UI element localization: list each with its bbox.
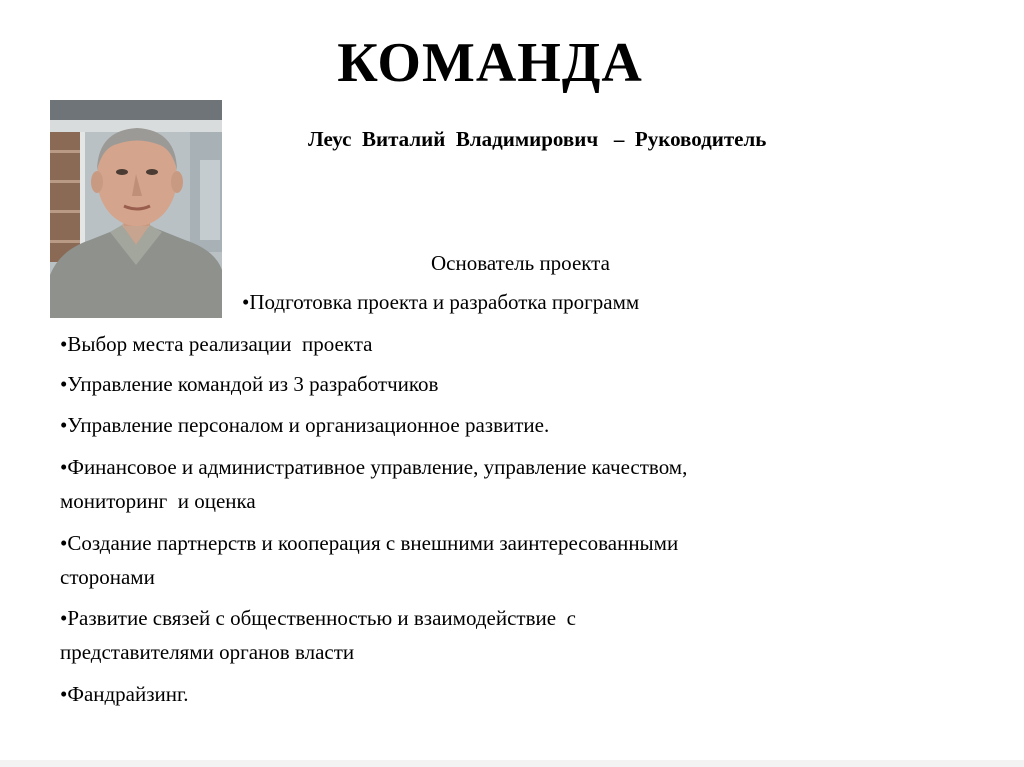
list-item: •Управление командой из 3 разработчиков (60, 372, 439, 396)
person-photo-icon (50, 100, 222, 318)
list-item: •Развитие связей с общественностью и взаимодействие с (60, 606, 576, 630)
person-name-role: Леус Виталий Владимирович – Руководитель (308, 127, 767, 151)
list-item-continuation: сторонами (60, 565, 155, 589)
list-item-continuation: мониторинг и оценка (60, 489, 256, 513)
list-item-continuation: представителями органов власти (60, 640, 355, 664)
slide-bottom-edge (0, 760, 1024, 767)
person-photo (50, 100, 222, 318)
list-item: •Управление персоналом и организационное развитие. (60, 413, 550, 437)
list-item: •Создание партнерств и кооперация с внешними заинтересованными (60, 531, 679, 555)
list-item: •Финансовое и административное управление, управление качеством, (60, 455, 688, 479)
slide-title: КОМАНДА (337, 32, 643, 94)
list-item: •Выбор места реализации проекта (60, 332, 373, 356)
role-founder: Основатель проекта (431, 251, 610, 275)
list-item: •Фандрайзинг. (60, 682, 189, 706)
list-item: •Подготовка проекта и разработка программ (242, 290, 640, 314)
